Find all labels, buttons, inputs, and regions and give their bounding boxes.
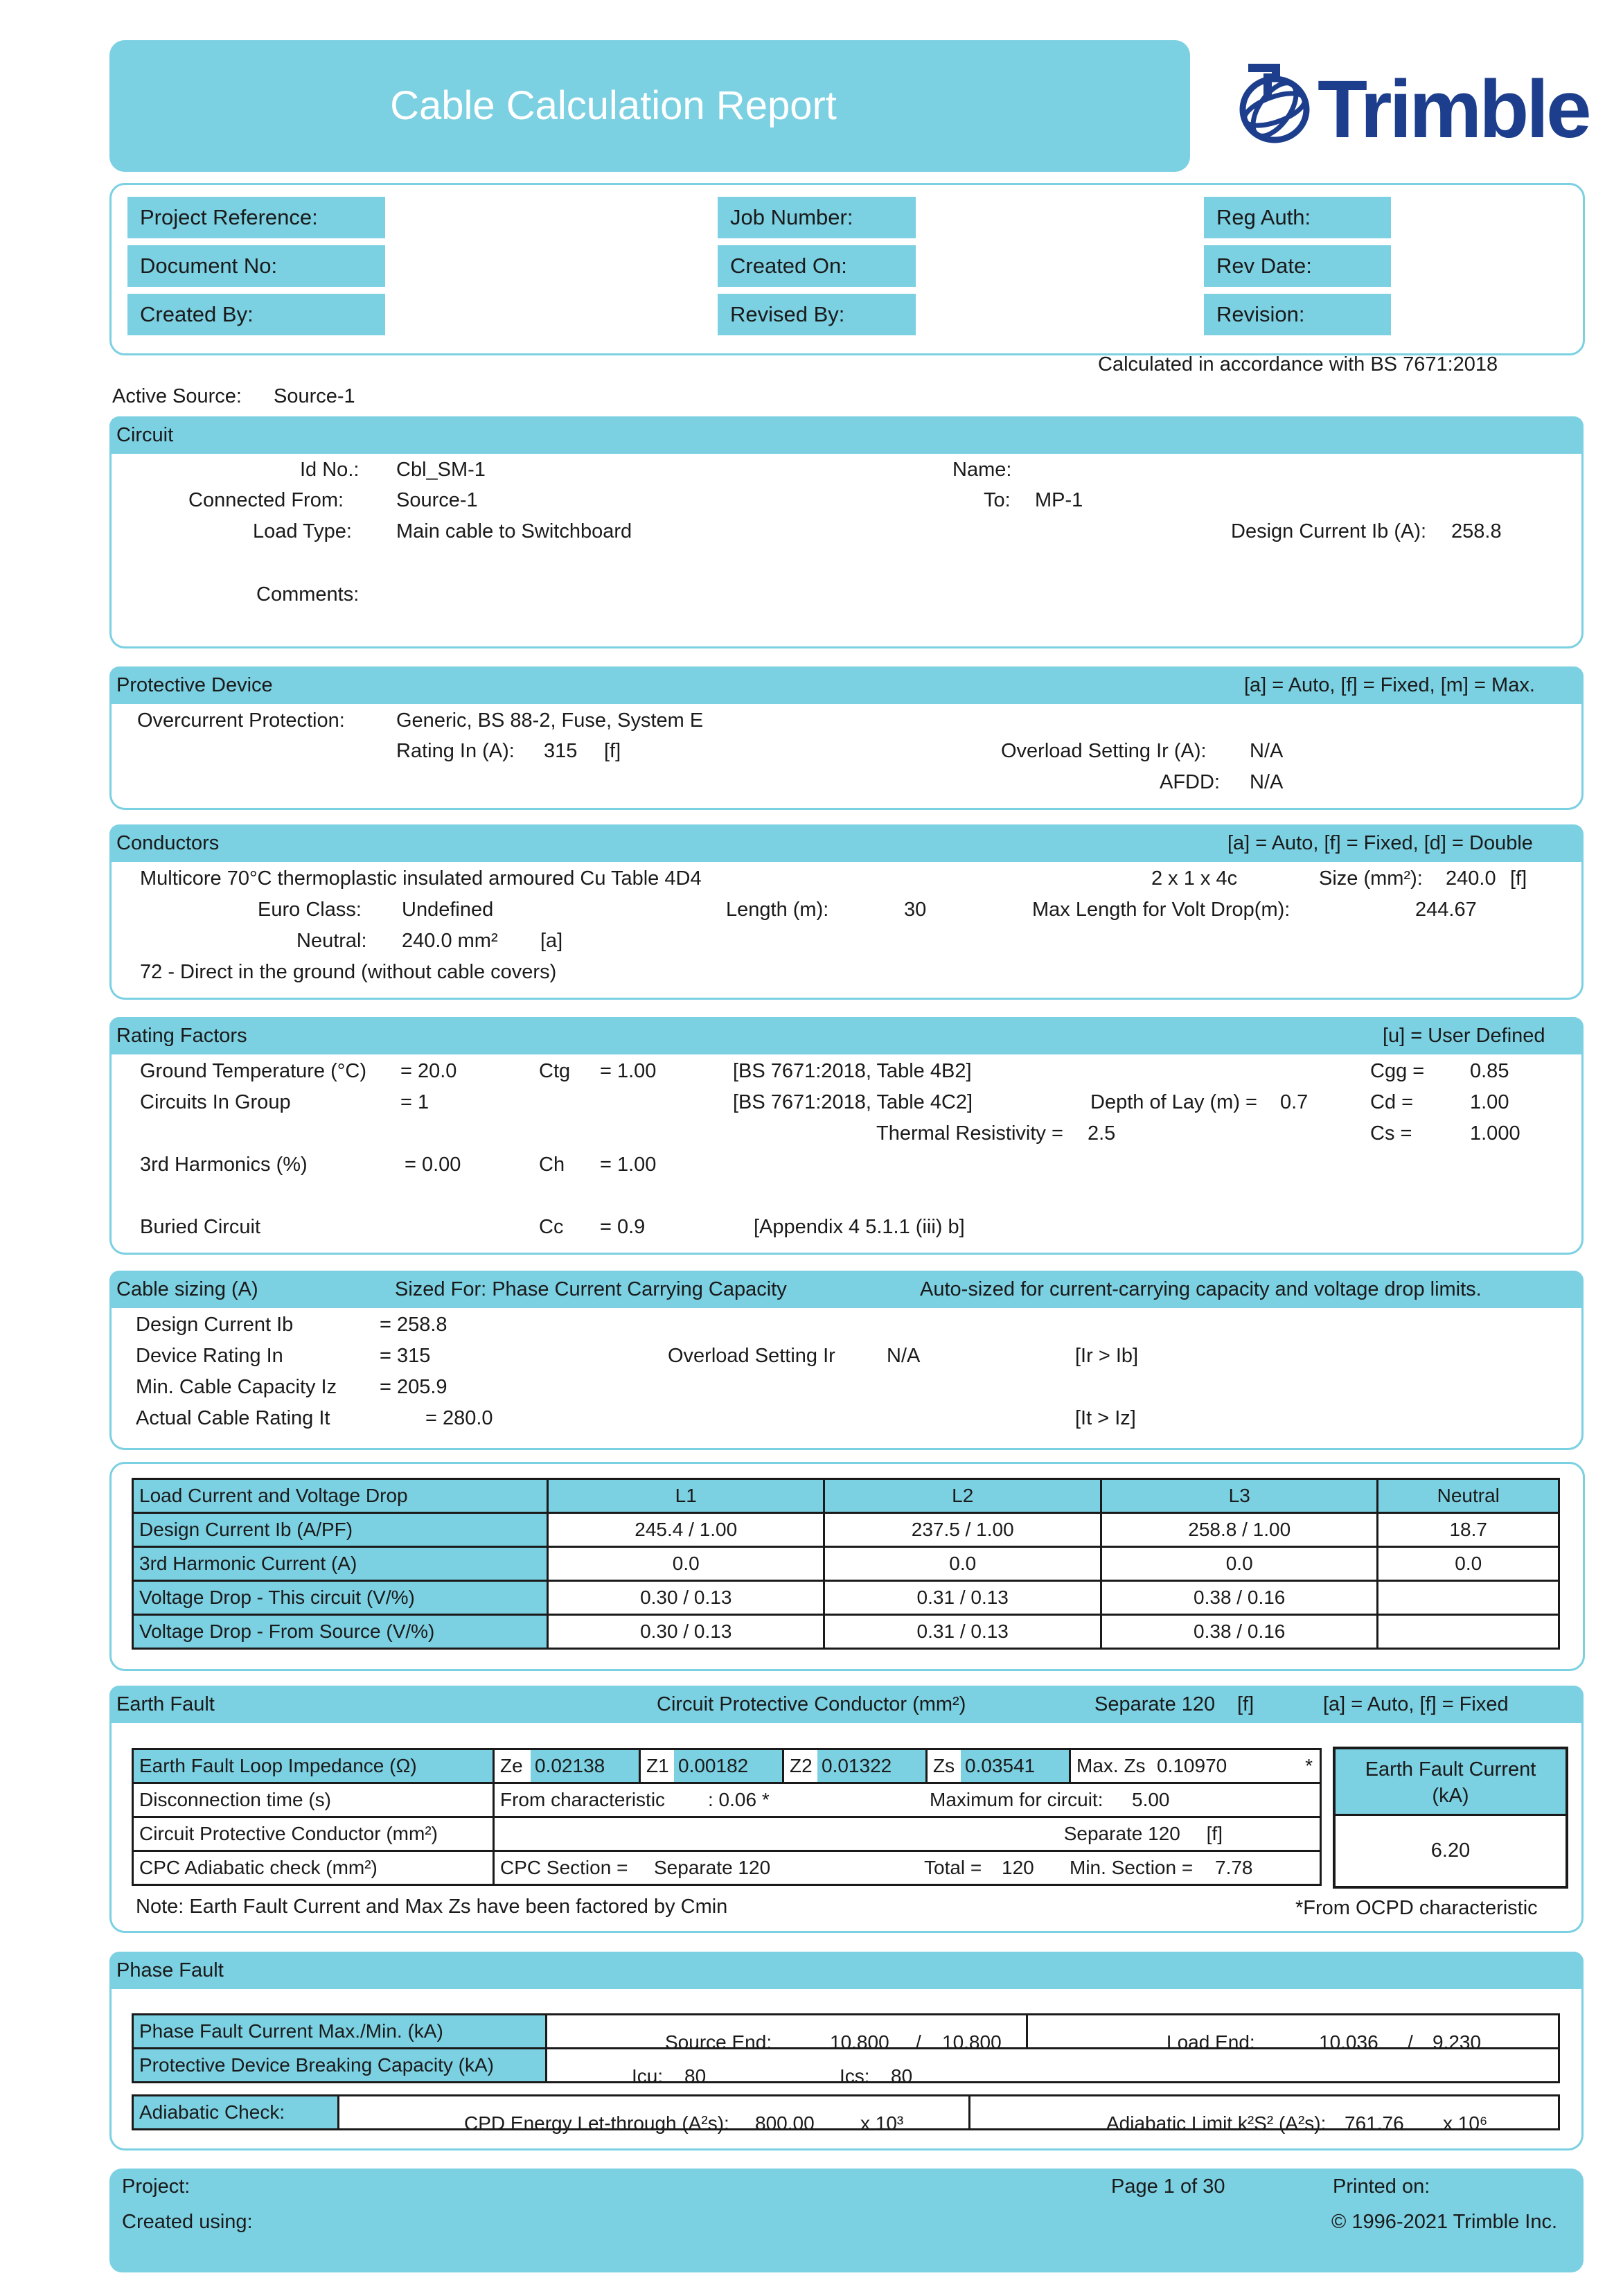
report-title: Cable Calculation Report	[390, 83, 837, 128]
efli-label: Earth Fault Loop Impedance (Ω)	[133, 1749, 494, 1783]
table-row	[133, 2015, 1559, 2049]
adiabatic-limit-value: 761.76	[1345, 2112, 1404, 2134]
table-row	[133, 1851, 1321, 1885]
col-neutral: Neutral	[1378, 1479, 1559, 1513]
circuits-group-label: Circuits In Group	[140, 1091, 291, 1113]
conductors-header	[109, 824, 1584, 862]
cpd-value: 800.00	[755, 2112, 815, 2134]
ch-value: = 1.00	[600, 1154, 657, 1176]
max-zs-value: 0.10970	[1157, 1755, 1227, 1776]
max-zs-value-cell	[1153, 1750, 1320, 1782]
rating-value: 315	[544, 740, 578, 762]
max-zs-label: Max. Zs	[1076, 1755, 1146, 1776]
id-value: Cbl_SM-1	[396, 459, 486, 481]
rating-flag: [f]	[604, 740, 621, 762]
depth-value: 0.7	[1280, 1091, 1309, 1113]
table-cell	[1378, 1615, 1559, 1649]
cig-reference: [BS 7671:2018, Table 4C2]	[733, 1091, 973, 1113]
neutral-flag: [a]	[540, 930, 563, 952]
active-source-label: Active Source:	[112, 385, 242, 407]
source-end-cell	[547, 2015, 1027, 2053]
overload-label: Overload Setting Ir (A):	[1001, 740, 1207, 762]
zs-value: 0.03541	[961, 1750, 1071, 1782]
euro-class-value: Undefined	[402, 899, 494, 921]
cpc-value: Separate 120	[1063, 1823, 1180, 1844]
load-end-label: Load End:	[1167, 2031, 1255, 2053]
total-value: 120	[1002, 1857, 1034, 1878]
z1-value: 0.00182	[674, 1750, 784, 1782]
conductors-title: Conductors	[116, 832, 220, 854]
breaking-capacity-cell	[547, 2049, 1559, 2087]
length-value: 30	[904, 899, 927, 921]
adiabatic-limit-cell	[970, 2096, 1559, 2134]
col-l1: L1	[548, 1479, 824, 1513]
table-cell: 258.8 / 1.00	[1101, 1513, 1377, 1547]
footer-created-label: Created using:	[122, 2211, 253, 2233]
table-row	[133, 1783, 1321, 1817]
sizing-iz-label: Min. Cable Capacity Iz	[136, 1376, 337, 1398]
phase-header: Phase Fault	[109, 1952, 1584, 1989]
max-zs-star: *	[1305, 1755, 1313, 1776]
table-cell: 0.31 / 0.13	[824, 1615, 1101, 1649]
table-row	[133, 1479, 1559, 1513]
earth-note: Note: Earth Fault Current and Max Zs have been factored by Cmin	[136, 1896, 728, 1918]
size-label: Size (mm²):	[1319, 867, 1423, 890]
earth-legend: [a] = Auto, [f] = Fixed	[1323, 1693, 1509, 1715]
earth-fault-table	[132, 1748, 1322, 1886]
table-cell: 0.30 / 0.13	[548, 1615, 824, 1649]
overcurrent-value: Generic, BS 88-2, Fuse, System E	[396, 709, 704, 732]
earth-header	[109, 1686, 1584, 1723]
rating-title: Rating Factors	[116, 1025, 247, 1047]
zs-label: Zs	[933, 1755, 955, 1776]
ground-temp-value: = 20.0	[400, 1060, 457, 1082]
adiabatic-limit-exponent: x 10⁶	[1443, 2112, 1488, 2134]
z2-value: 0.01322	[817, 1750, 928, 1782]
comments-label: Comments:	[256, 583, 360, 606]
disc-max-label: Maximum for circuit:	[930, 1789, 1103, 1810]
cpc-separate: Separate 120	[1094, 1693, 1216, 1715]
footer-printed-label: Printed on:	[1333, 2175, 1430, 2198]
ground-temp-label: Ground Temperature (°C)	[140, 1060, 366, 1082]
sizing-header	[109, 1271, 1584, 1308]
afdd-value: N/A	[1250, 771, 1284, 793]
efc-value: 6.20	[1430, 1839, 1471, 1862]
load-end-cell	[1027, 2015, 1559, 2053]
sizing-it-value: = 280.0	[425, 1407, 493, 1429]
sizing-ir-label: Overload Setting Ir	[668, 1345, 835, 1367]
cgg-value: 0.85	[1470, 1060, 1509, 1082]
table-row	[133, 1513, 1559, 1547]
cs-value: 1.000	[1470, 1122, 1520, 1145]
disconnection-cell	[494, 1783, 1321, 1817]
min-section-label: Min. Section =	[1070, 1857, 1194, 1878]
created-on-label: Created On:	[718, 245, 916, 287]
name-label: Name:	[952, 459, 1012, 481]
buried-circuit-label: Buried Circuit	[140, 1216, 261, 1238]
conductor-description: Multicore 70°C thermoplastic insulated armoured Cu Table 4D4	[140, 867, 702, 890]
project-reference-label: Project Reference:	[127, 197, 385, 238]
table-row	[133, 1817, 1321, 1851]
circuit-header: Circuit	[109, 416, 1584, 454]
sizing-iz-value: = 205.9	[380, 1376, 447, 1398]
overcurrent-label: Overcurrent Protection:	[137, 709, 345, 732]
load-end-sep: /	[1408, 2031, 1413, 2053]
design-current-label: Design Current Ib (A):	[1231, 520, 1427, 542]
revision-label: Revision:	[1204, 294, 1391, 335]
cc-label: Cc	[539, 1216, 564, 1238]
adiabatic-table	[132, 2094, 1560, 2134]
ics-value: 80	[891, 2065, 913, 2087]
z1-label: Z1	[646, 1755, 669, 1776]
col-l3: L3	[1101, 1479, 1377, 1513]
cc-reference: [Appendix 4 5.1.1 (iii) b]	[754, 1216, 965, 1238]
protective-title: Protective Device	[116, 674, 273, 696]
source-end-sep: /	[916, 2031, 921, 2053]
ze-label: Ze	[500, 1755, 523, 1776]
rating-label: Rating In (A):	[396, 740, 515, 762]
cpc-flag: [f]	[1237, 1693, 1254, 1715]
row-label: 3rd Harmonic Current (A)	[133, 1547, 548, 1581]
total-label: Total =	[924, 1857, 982, 1878]
load-type-value: Main cable to Switchboard	[396, 520, 632, 542]
cc-value: = 0.9	[600, 1216, 646, 1238]
table-cell: 0.38 / 0.16	[1101, 1581, 1377, 1615]
cpc-section-value: Separate 120	[654, 1857, 771, 1878]
table-cell: 0.0	[824, 1547, 1101, 1581]
col-l2: L2	[824, 1479, 1101, 1513]
icu-label: Icu:	[632, 2065, 664, 2087]
load-end-min: 9.230	[1433, 2031, 1482, 2053]
standard-note: Calculated in accordance with BS 7671:2018	[1098, 353, 1498, 376]
cd-value: 1.00	[1470, 1091, 1509, 1113]
icu-value: 80	[684, 2065, 707, 2087]
size-flag: [f]	[1510, 867, 1527, 890]
table-cell: 0.0	[548, 1547, 824, 1581]
table-cell: 0.0	[1378, 1547, 1559, 1581]
table-cell: 245.4 / 1.00	[548, 1513, 824, 1547]
efc-label: Earth Fault Current (kA)	[1336, 1749, 1566, 1816]
table-row	[133, 1581, 1559, 1615]
load-table-title: Load Current and Voltage Drop	[133, 1479, 548, 1513]
circuits-group-value: = 1	[400, 1091, 429, 1113]
size-value: 240.0	[1446, 867, 1496, 890]
ctg-value: = 1.00	[600, 1060, 657, 1082]
rating-header	[109, 1017, 1584, 1054]
cs-label: Cs =	[1370, 1122, 1412, 1145]
cgg-label: Cgg =	[1370, 1060, 1425, 1082]
ctg-reference: [BS 7671:2018, Table 4B2]	[733, 1060, 972, 1082]
load-end-max: 10.036	[1319, 2031, 1378, 2053]
footer-copyright: © 1996-2021 Trimble Inc.	[1331, 2211, 1558, 2233]
row-label: Design Current Ib (A/PF)	[133, 1513, 548, 1547]
sized-for: Sized For: Phase Current Carrying Capacity	[395, 1278, 787, 1300]
sizing-ir-condition: [Ir > Ib]	[1075, 1345, 1139, 1367]
earth-title: Earth Fault	[116, 1693, 215, 1715]
cd-label: Cd =	[1370, 1091, 1414, 1113]
z2-label: Z2	[790, 1755, 813, 1776]
conductors-legend: [a] = Auto, [f] = Fixed, [d] = Double	[1227, 832, 1533, 854]
circuit-section	[109, 454, 1584, 648]
cpd-cell	[339, 2096, 970, 2134]
neutral-value: 240.0 mm²	[402, 930, 498, 952]
globe-icon	[1234, 54, 1318, 165]
rating-legend: [u] = User Defined	[1383, 1025, 1545, 1047]
cpc-title: Circuit Protective Conductor (mm²)	[657, 1693, 966, 1715]
job-number-label: Job Number:	[718, 197, 916, 238]
disc-from-value: : 0.06 *	[708, 1789, 770, 1810]
pdbc-label: Protective Device Breaking Capacity (kA)	[133, 2049, 547, 2083]
ch-label: Ch	[539, 1154, 565, 1176]
load-current-table	[132, 1478, 1560, 1650]
sizing-ib-value: = 258.8	[380, 1314, 447, 1336]
sizing-title: Cable sizing (A)	[116, 1278, 258, 1300]
cpc-section-label: CPC Section =	[500, 1857, 628, 1878]
sizing-ib-label: Design Current Ib	[136, 1314, 294, 1336]
table-row	[133, 1749, 1321, 1783]
connected-from-value: Source-1	[396, 489, 478, 511]
row-label: Voltage Drop - This circuit (V/%)	[133, 1581, 548, 1615]
min-section-value: 7.78	[1215, 1857, 1253, 1878]
revised-by-label: Revised By:	[718, 294, 916, 335]
logo-wordmark: Trimble	[1318, 64, 1589, 155]
max-length-label: Max Length for Volt Drop(m):	[1032, 899, 1291, 921]
rev-date-label: Rev Date:	[1204, 245, 1391, 287]
document-no-label: Document No:	[127, 245, 385, 287]
source-end-min: 10.800	[942, 2031, 1002, 2053]
footer-page: Page 1 of 30	[1111, 2175, 1225, 2198]
auto-size-note: Auto-sized for current-carrying capacity and voltage drop limits.	[920, 1278, 1482, 1300]
depth-label: Depth of Lay (m) =	[1090, 1091, 1257, 1113]
table-row	[133, 2049, 1559, 2083]
thermal-resistivity-label: Thermal Resistivity =	[876, 1122, 1063, 1145]
table-cell: 0.30 / 0.13	[548, 1581, 824, 1615]
phase-fault-table	[132, 2013, 1560, 2087]
afdd-label: AFDD:	[1160, 771, 1220, 793]
disc-from-label: From characteristic	[500, 1789, 666, 1810]
created-by-label: Created By:	[127, 294, 385, 335]
disconnection-label: Disconnection time (s)	[133, 1783, 494, 1817]
source-end-max: 10.800	[830, 2031, 889, 2053]
id-label: Id No.:	[300, 459, 360, 481]
source-end-label: Source End:	[665, 2031, 772, 2053]
reg-auth-label: Reg Auth:	[1204, 197, 1391, 238]
sizing-ir-value: N/A	[887, 1345, 921, 1367]
design-current-value: 258.8	[1451, 520, 1502, 542]
table-row	[133, 2096, 1559, 2130]
thermal-resistivity-value: 2.5	[1088, 1122, 1116, 1145]
cpd-exponent: x 10³	[860, 2112, 904, 2134]
length-label: Length (m):	[726, 899, 829, 921]
euro-class-label: Euro Class:	[258, 899, 362, 921]
active-source-value: Source-1	[274, 385, 355, 407]
to-value: MP-1	[1035, 489, 1083, 511]
table-cell	[1378, 1581, 1559, 1615]
harmonics-value: = 0.00	[405, 1154, 461, 1176]
footer-project-label: Project:	[122, 2175, 190, 2198]
table-cell: 0.38 / 0.16	[1101, 1615, 1377, 1649]
adiabatic-cpc-label: CPC Adiabatic check (mm²)	[133, 1851, 494, 1885]
ctg-label: Ctg	[539, 1060, 571, 1082]
conductor-config: 2 x 1 x 4c	[1151, 867, 1238, 890]
table-cell: 0.31 / 0.13	[824, 1581, 1101, 1615]
cpc-label: Circuit Protective Conductor (mm²)	[133, 1817, 494, 1851]
adiabatic-limit-label: Adiabatic Limit k²S² (A²s):	[1106, 2112, 1327, 2134]
load-type-label: Load Type:	[253, 520, 352, 542]
installation-method: 72 - Direct in the ground (without cable covers)	[140, 961, 557, 983]
earth-fault-current-box	[1333, 1747, 1568, 1889]
row-label: Voltage Drop - From Source (V/%)	[133, 1615, 548, 1649]
adiabatic-check-label: Adiabatic Check:	[133, 2096, 339, 2130]
ocpd-note: *From OCPD characteristic	[1295, 1897, 1538, 1919]
connected-from-label: Connected From:	[188, 489, 344, 511]
max-length-value: 244.67	[1415, 899, 1477, 921]
table-row	[133, 1547, 1559, 1581]
protective-header	[109, 666, 1584, 704]
sizing-in-label: Device Rating In	[136, 1345, 283, 1367]
protective-legend: [a] = Auto, [f] = Fixed, [m] = Max.	[1244, 674, 1535, 696]
table-row	[133, 1615, 1559, 1649]
table-cell: 18.7	[1378, 1513, 1559, 1547]
disc-max-value: 5.00	[1132, 1789, 1170, 1810]
table-cell: 0.0	[1101, 1547, 1377, 1581]
trimble-logo	[1234, 54, 1589, 165]
sizing-it-label: Actual Cable Rating It	[136, 1407, 330, 1429]
cpc-value-flag: [f]	[1206, 1823, 1223, 1844]
pfc-label: Phase Fault Current Max./Min. (kA)	[133, 2015, 547, 2049]
ze-value: 0.02138	[531, 1750, 641, 1782]
sizing-in-value: = 315	[380, 1345, 431, 1367]
adiabatic-cpc-cell	[494, 1851, 1321, 1885]
ics-label: Ics:	[840, 2065, 870, 2087]
to-label: To:	[984, 489, 1011, 511]
impedance-cells	[494, 1749, 1321, 1783]
cpc-cell	[494, 1817, 1321, 1851]
cpd-label: CPD Energy Let-through (A²s):	[464, 2112, 729, 2134]
sizing-it-condition: [It > Iz]	[1075, 1407, 1136, 1429]
neutral-label: Neutral:	[296, 930, 367, 952]
overload-value: N/A	[1250, 740, 1284, 762]
harmonics-label: 3rd Harmonics (%)	[140, 1154, 308, 1176]
table-cell: 237.5 / 1.00	[824, 1513, 1101, 1547]
